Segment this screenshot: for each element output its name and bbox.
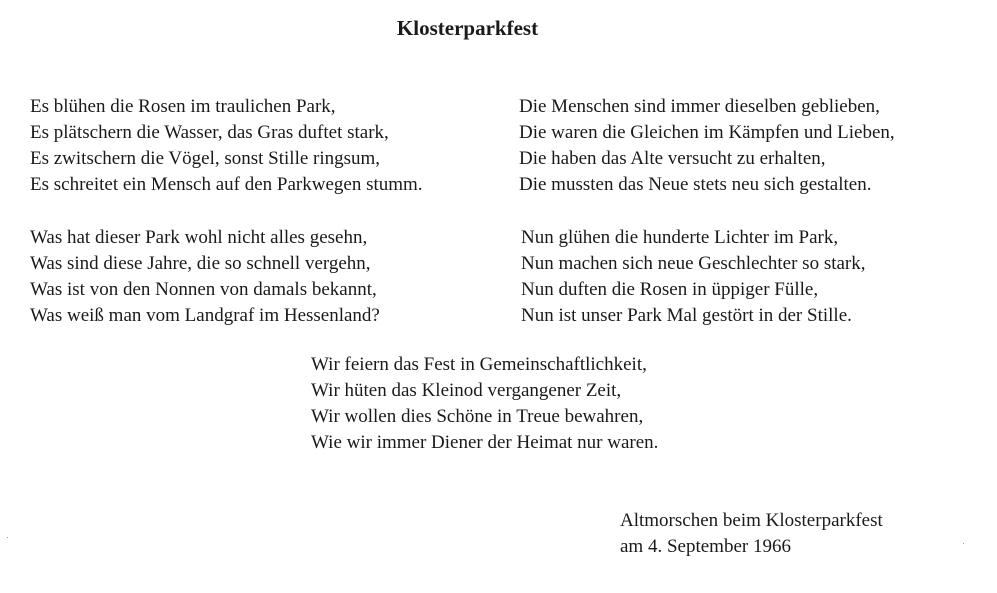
verse-line: Nun glühen die hunderte Lichter im Park, [521, 227, 839, 248]
verse-line: Die mussten das Neue stets neu sich gestalten. [519, 174, 872, 195]
stanza-4 [521, 225, 866, 329]
stanza-3 [519, 94, 895, 198]
verse-line: Die waren die Gleichen im Kämpfen und Lieben, [519, 122, 895, 143]
scan-speck [963, 543, 964, 544]
scan-speck [7, 537, 8, 538]
stanza-5 [311, 352, 658, 456]
signature-place: Altmorschen beim Klosterparkfest [620, 510, 883, 531]
verse-line: Was weiß man vom Landgraf im Hessenland? [30, 305, 380, 326]
verse-line: Es zwitschern die Vögel, sonst Stille ringsum, [30, 148, 381, 169]
verse-line: Wir hüten das Kleinod vergangener Zeit, [311, 380, 622, 401]
signature-block [620, 508, 883, 560]
poem-title: Klosterparkfest [396, 16, 539, 40]
verse-line: Nun duften die Rosen in üppiger Fülle, [521, 279, 819, 300]
verse-line: Was ist von den Nonnen von damals bekannt, [30, 279, 377, 300]
verse-line: Was sind diese Jahre, die so schnell vergehn, [30, 253, 371, 274]
verse-line: Wir wollen dies Schöne in Treue bewahren, [311, 406, 644, 427]
verse-line: Es blühen die Rosen im traulichen Park, [30, 96, 336, 117]
stanza-1 [30, 94, 423, 198]
verse-line: Nun machen sich neue Geschlechter so stark, [521, 253, 866, 274]
stanza-2 [30, 225, 380, 329]
verse-line: Es schreitet ein Mensch auf den Parkwegen stumm. [30, 174, 423, 195]
verse-line: Wie wir immer Diener der Heimat nur waren. [311, 432, 659, 453]
verse-line: Nun ist unser Park Mal gestört in der Stille. [521, 305, 852, 326]
signature-date: am 4. September 1966 [620, 536, 791, 557]
verse-line: Es plätschern die Wasser, das Gras duftet stark, [30, 122, 389, 143]
verse-line: Was hat dieser Park wohl nicht alles gesehn, [30, 227, 368, 248]
verse-line: Die Menschen sind immer dieselben geblieben, [519, 96, 880, 117]
verse-line: Wir feiern das Fest in Gemeinschaftlichkeit, [311, 354, 647, 375]
verse-line: Die haben das Alte versucht zu erhalten, [519, 148, 826, 169]
